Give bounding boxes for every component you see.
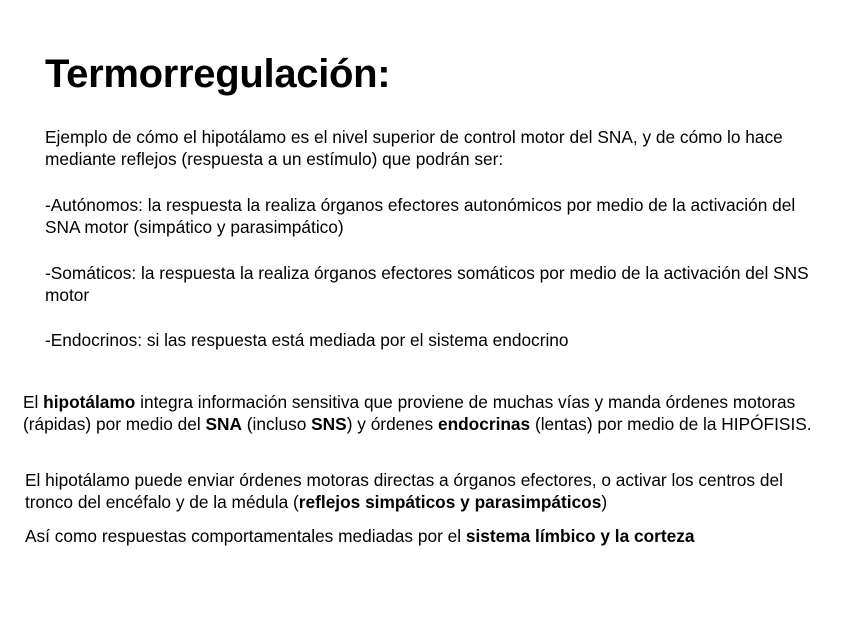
text-span: Así como respuestas comportamentales mediadas por el [25,526,466,546]
text-span: integra información sensitiva que proviene de muchas vías y manda órdenes motoras (rápidas) por medio del [23,392,796,434]
intro-paragraph: Ejemplo de cómo el hipotálamo es el nivel superior de control motor del SNA, y de cómo lo hace mediante reflejos (respuesta a un estímulo) que podrán ser: [45,127,783,169]
text-span: ) y órdenes [346,414,438,434]
endocrinos-item: -Endocrinos: si las respuesta está mediada por el sistema endocrino [45,330,569,350]
bold-term: endocrinas [437,414,531,434]
somaticos-item: -Somáticos: la respuesta la realiza órganos efectores somáticos por medio de la activación del SNS motor [45,263,809,305]
ordenes-paragraph [25,469,825,513]
bold-term: reflejos simpáticos y parasimpáticos [298,492,602,512]
bold-term: SNA [205,414,242,434]
text-span: (lentas) por medio de la HIPÓFISIS. [530,414,812,434]
text-span: El hipotálamo puede enviar órdenes motoras directas a órganos efectores, o activar los centros del tronco del encéfalo y de la médula ( [25,470,783,512]
bold-term: sistema límbico y la corteza [465,526,695,546]
bold-term: hipotálamo [43,392,136,412]
slide-title: Termorregulación: [45,52,391,96]
comportamental-paragraph [25,525,825,547]
text-span: (incluso [242,414,312,434]
bold-term: SNS [311,414,347,434]
text-span: ) [601,492,608,512]
text-span: El [23,392,44,412]
hipotalamo-paragraph [23,391,823,435]
autonomos-item: -Autónomos: la respuesta la realiza órganos efectores autonómicos por medio de la activación del SNA motor (simpático y parasimpático) [45,195,796,237]
